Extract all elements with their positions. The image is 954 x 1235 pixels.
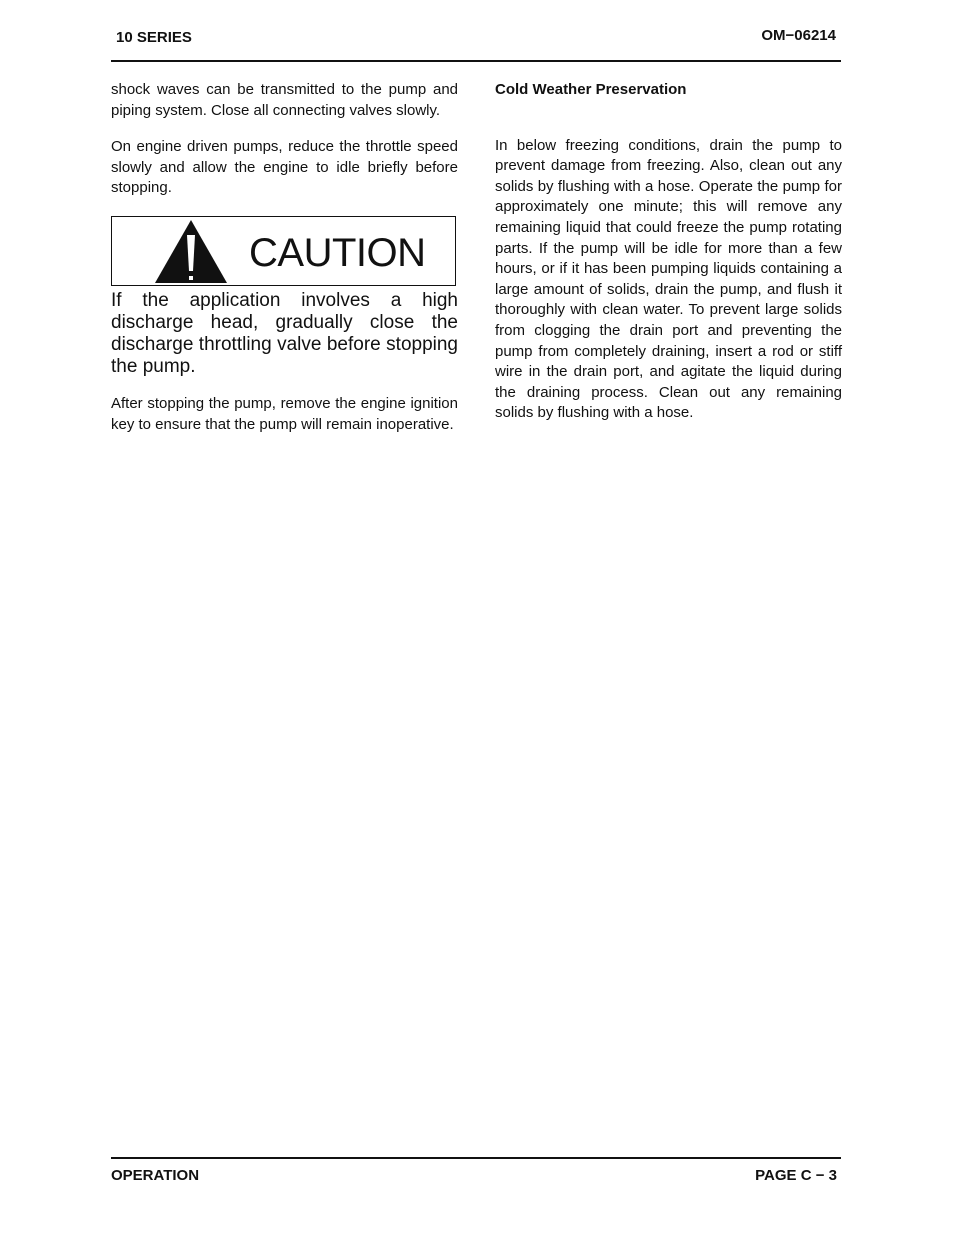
paragraph-cold-weather: In below freezing conditions, drain the pump to prevent damage from freezing. Also, clean out any solids by flushing with a hose. Operate the pump for approximately one minute; this will remove any remaining liquid that could freeze the pump rotating parts. If the pump will be idle for more than a few hours, or if it has been pumping liquids containing a large amount of solids, drain the pump, and flush it thoroughly with clean water. To prevent large solids from clogging the drain port and preventing the pump from completely draining, insert a rod or stiff wire in the drain port, and agitate the liquid during the draining process. Clean out any remaining solids by flushing with a hose.	[495, 136, 842, 422]
section-name: OPERATION	[111, 1167, 200, 1184]
caution-label: CAUTION	[249, 230, 426, 275]
caution-banner	[111, 216, 456, 286]
document-number: OM−06214	[761, 27, 836, 44]
left-column	[111, 80, 458, 435]
right-column	[495, 80, 842, 424]
caution-message: If the application involves a high discharge head, gradually close the discharge throttling valve before stopping the pump.	[111, 289, 458, 377]
series-label: 10 SERIES	[116, 29, 192, 46]
section-heading-cold-weather: Cold Weather Preservation	[495, 81, 687, 98]
page-footer	[111, 1157, 841, 1189]
paragraph-ignition-key: After stopping the pump, remove the engine ignition key to ensure that the pump will remain inoperative.	[111, 394, 458, 433]
paragraph-shock-waves: shock waves can be transmitted to the pump and piping system. Close all connecting valves slowly.	[111, 81, 458, 119]
page-header	[111, 24, 841, 62]
warning-triangle-icon	[154, 219, 228, 283]
paragraph-engine-driven: On engine driven pumps, reduce the throttle speed slowly and allow the engine to idle briefly before stopping.	[111, 138, 458, 197]
page-number: PAGE C − 3	[755, 1167, 837, 1184]
